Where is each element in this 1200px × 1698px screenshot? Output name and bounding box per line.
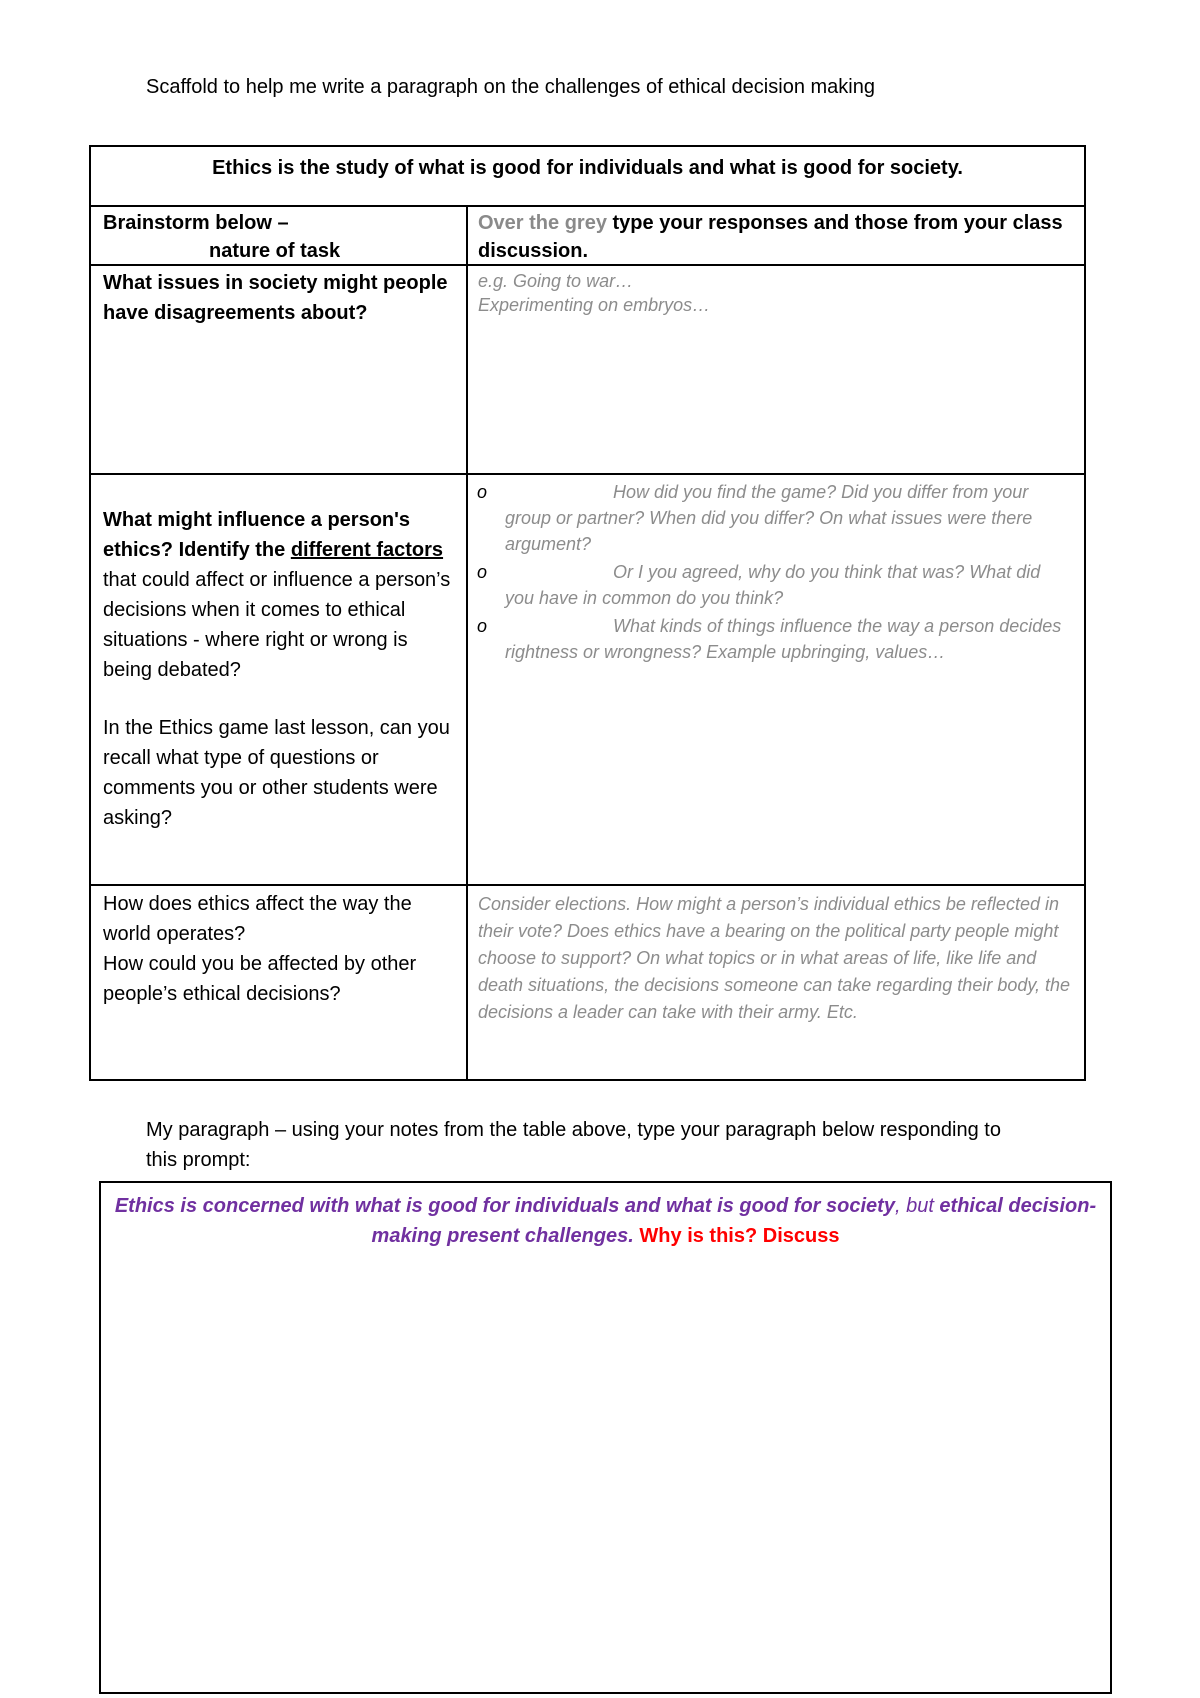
scaffold-table [89,145,1086,1081]
left-column-heading [103,209,455,265]
different-factors-emphasis: different factors [290,539,444,561]
row1-question: What issues in society might people have disagreements about? [103,272,448,324]
row3-question-line1: How does ethics affect the way the world operates? [103,893,412,945]
right-column-heading [478,209,1078,265]
list-item [473,613,1073,665]
document-title: Scaffold to help me write a paragraph on the challenges of ethical decision making [146,76,875,98]
left-heading-line2: nature of task [209,240,341,262]
paragraph-prompt [111,1191,1100,1251]
prompt-part3: ethical decision-making present challenges. [371,1195,1097,1247]
row2-followup: In the Ethics game last lesson, can you recall what type of questions or comments you or other students were asking? [103,717,450,829]
hint-bullet-text: Or I you agreed, why do you think that was? What did you have in common do you think? [505,562,1041,608]
row3-question-line2: How could you be affected by other people’s ethical decisions? [103,953,417,1005]
column-divider [466,205,468,1079]
row1-hint-line2: Experimenting on embryos… [478,295,711,315]
row2-hint-list [473,479,1073,665]
bullet-marker: o [477,482,488,502]
row-divider [91,205,1084,207]
row2-response-field[interactable] [473,479,1073,667]
hint-bullet-text: How did you find the game? Did you differ from your group or partner? When did you differ? On what issues were there argument? [505,482,1033,554]
prompt-part2: , but [894,1195,934,1217]
list-item [473,559,1073,611]
bullet-marker: o [477,562,488,582]
row2-question-part2: that could affect or influence a person’s decisions when it comes to ethical situations - where right or wrong is being debated? [103,569,451,681]
row3-response-field[interactable]: Consider elections. How might a person’s individual ethics be reflected in their vote? Does ethics have a bearing on the political party people might choose to support? On what topics or in what areas of life, like life and death situations, the decisions someone can take regarding their body, the decisions a leader can take with their army. Etc. [478,894,1071,1022]
bullet-marker: o [477,616,488,636]
row2-question [103,505,455,833]
row-divider [91,884,1084,886]
paragraph-answer-box[interactable] [99,1181,1112,1694]
over-the-grey-label: Over the grey [478,212,607,234]
right-heading-text: type your responses and those from your class discussion. [478,212,1063,262]
paragraph-instructions: My paragraph – using your notes from the table above, type your paragraph below responding to this prompt: [146,1119,1001,1171]
row1-response-field[interactable] [478,269,1078,317]
prompt-question: Why is this? Discuss [633,1225,840,1247]
hint-bullet-text: What kinds of things influence the way a person decides rightness or wrongness? Example upbringing, values… [505,616,1062,662]
row3-question [103,889,455,1009]
left-heading-line1: Brainstorm below – [103,212,289,234]
list-item [473,479,1073,557]
row-divider [91,473,1084,475]
row1-hint-line1: e.g. Going to war… [478,271,634,291]
row2-question-part1: What might influence a person's ethics? Identify the [103,509,411,561]
table-header: Ethics is the study of what is good for individuals and what is good for society. [212,157,963,179]
prompt-part1: Ethics is concerned with what is good for individuals and what is good for society [114,1195,895,1217]
row2-question-main [103,505,455,685]
